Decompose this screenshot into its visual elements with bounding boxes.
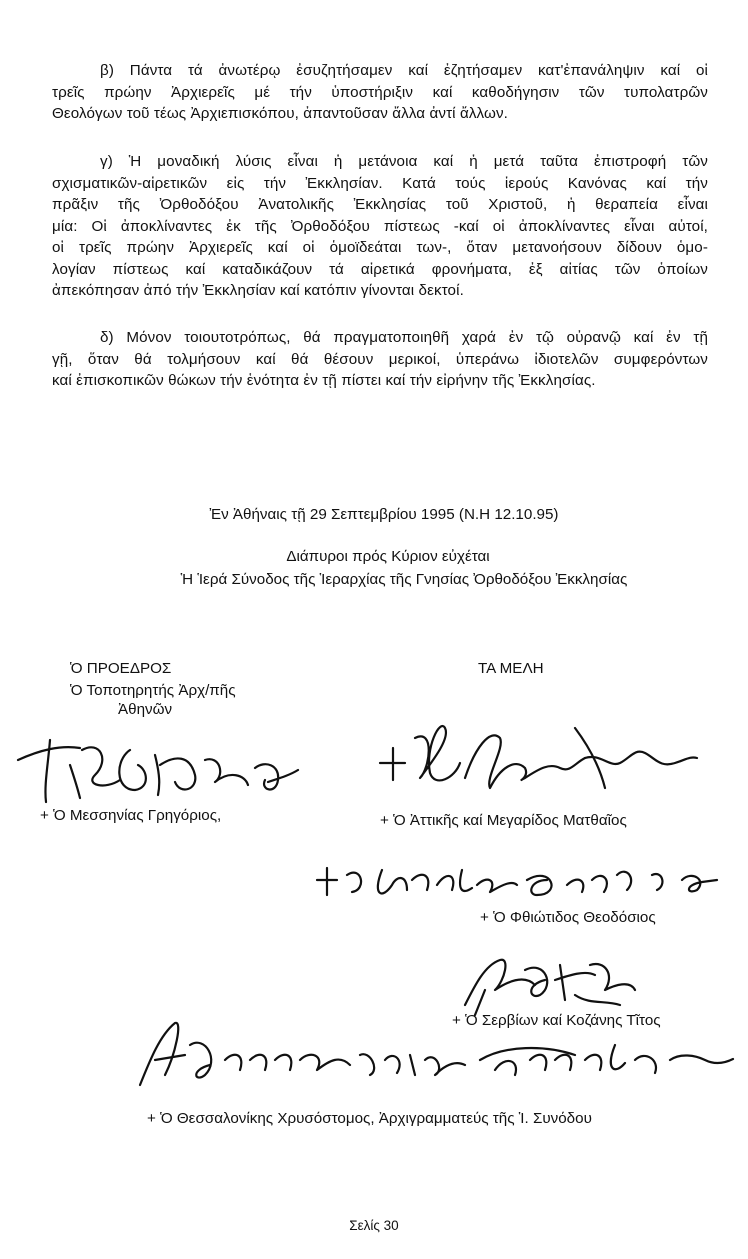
paragraph-line: Θεολόγων τοῦ τέως Ἀρχιεπισκόπου, ἀπαντοῦσαν ἄλλα ἀντί ἄλλων. <box>52 105 508 122</box>
signatory-attiki: + Ὁ Ἀττικῆς καί Μεγαρίδος Ματθαῖος <box>380 812 627 829</box>
date-line: Ἐν Ἀθήναις τῇ 29 Σεπτεμβρίου 1995 (Ν.Η 12.10.95) <box>209 506 559 523</box>
paragraph-line: τρεῖς πρώην Ἀρχιερεῖς μέ τήν ὑποστήριξιν καί καθοδήγησιν τῶν τυπολατρῶν <box>52 83 708 101</box>
paragraph-line: οἱ τρεῖς πρώην Ἀρχιερεῖς καί οἱ ὁμοϊδεάται των-, ὅταν μετανοήσουν δίδουν ὁμο- <box>52 239 708 256</box>
signatory-fthiotis: + Ὁ Φθιώτιδος Θεοδόσιος <box>480 909 656 926</box>
signatory-messinia: + Ὁ Μεσσηνίας Γρηγόριος, <box>40 807 222 824</box>
signature-fthiotis <box>312 850 722 910</box>
president-heading: Ὁ ΠΡΟΕΔΡΟΣ <box>70 660 172 677</box>
paragraph-line: καί ἐπισκοπικῶν θώκων τήν ἑνότητα ἐν τῇ πίστει καί τήν εἰρήνην τῆς Ἐκκλησίας. <box>52 372 596 389</box>
paragraph-line: μία: Οἱ ἀποκλίναντες ἐκ τῆς Ὀρθοδόξου πίστεως -καί οἱ ἀποκλίναντες εἶναι αὐτοί, <box>52 217 708 235</box>
signature-messinia <box>10 720 300 810</box>
signature-thessaloniki <box>135 1015 735 1100</box>
paragraph-beta <box>52 60 708 125</box>
president-see: Ἀθηνῶν <box>118 701 173 718</box>
paragraph-line: ἀπεκόπησαν ἀπό τήν Ἐκκλησίαν καί κατόπιν γίνονται δεκτοί. <box>52 282 464 299</box>
signature-attiki <box>375 708 705 808</box>
synod-line: Ἡ Ἱερά Σύνοδος τῆς Ἱεραρχίας τῆς Γνησίας Ὀρθοδόξου Ἐκκλησίας <box>180 571 628 588</box>
page-number: Σελίς 30 <box>349 1218 399 1233</box>
paragraph-line: δ) Μόνον τοιουτοτρόπως, θά πραγματοποιηθῆ χαρά ἐν τῷ οὐρανῷ καί ἐν τῇ <box>100 329 708 346</box>
paragraph-gamma <box>52 151 708 302</box>
paragraph-line: λογίαν πίστεως καί καταδικάζουν τά αἱρετικά φρονήματα, ἐξ αἰτίας τῶν ὁποίων <box>52 260 708 278</box>
paragraph-line: β) Πάντα τά ἀνωτέρῳ ἐσυζητήσαμεν καί ἐζητήσαμεν κατ'ἐπανάληψιν καί οἱ <box>100 62 708 79</box>
signatory-servia: + Ὁ Σερβίων καί Κοζάνης Τῖτος <box>452 1012 661 1029</box>
paragraph-line: πρᾶξιν τῆς Ὀρθοδόξου Ἀνατολικῆς Ἐκκλησίας τοῦ Χριστοῦ, ἡ θεραπεία εἶναι <box>52 196 708 213</box>
members-heading: ΤΑ ΜΕΛΗ <box>478 660 544 677</box>
wishes-line: Διάπυροι πρός Κύριον εὐχέται <box>286 548 490 565</box>
president-role: Ὁ Τοποτηρητής Ἀρχ/πῆς <box>70 682 236 699</box>
paragraph-delta <box>52 327 708 392</box>
signatory-thessaloniki: + Ὁ Θεσσαλονίκης Χρυσόστομος, Ἀρχιγραμματεύς τῆς Ἱ. Συνόδου <box>147 1110 592 1127</box>
paragraph-line: γ) Ἡ μοναδική λύσις εἶναι ἡ μετάνοια καί ἡ μετά ταῦτα ἐπιστροφή τῶν <box>100 153 708 170</box>
paragraph-line: σχισματικῶν-αἱρετικῶν εἰς τήν Ἐκκλησίαν. Κατά τούς ἱερούς Κανόνας καί τήν <box>52 174 708 192</box>
paragraph-line: γῇ, ὅταν θά τολμήσουν καί θά θέσουν μερικοί, ὑπεράνω ἰδιοτελῶν συμφερόντων <box>52 350 708 368</box>
